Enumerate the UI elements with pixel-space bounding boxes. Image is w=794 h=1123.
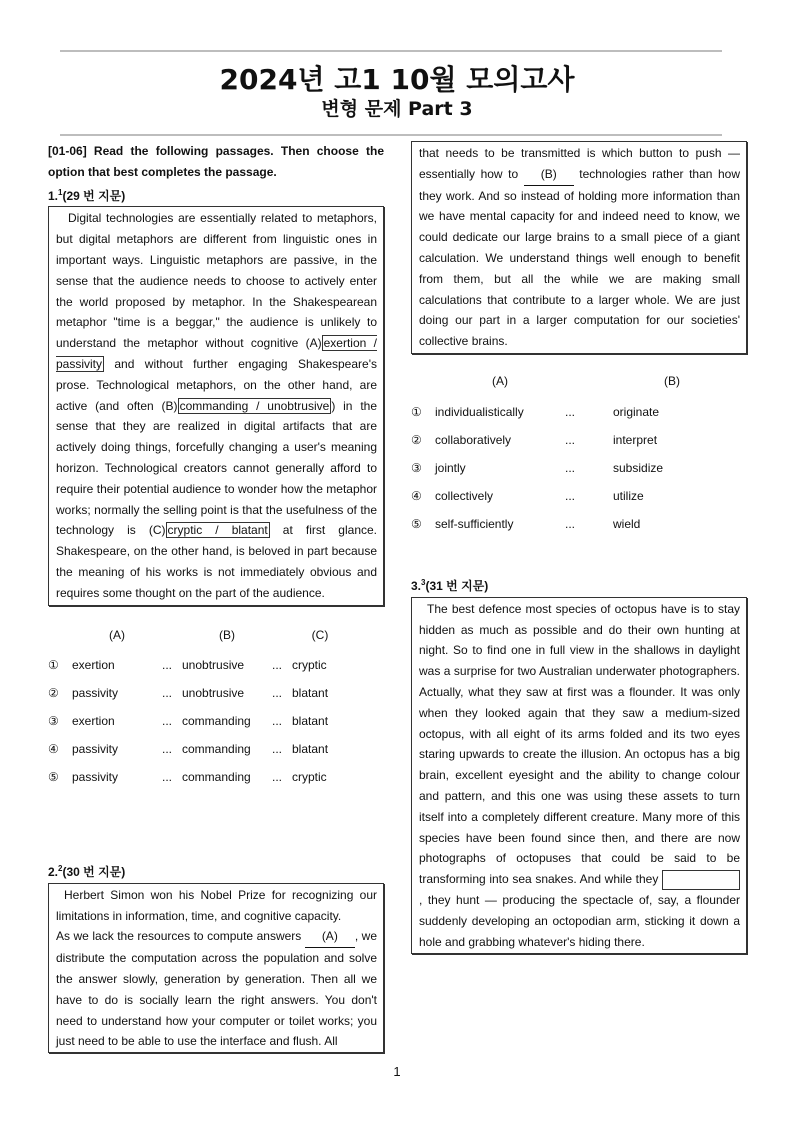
right-column bbox=[411, 141, 747, 538]
option-1[interactable]: ① individualistically ... originate bbox=[411, 404, 660, 419]
option-3[interactable]: ③ exertion ... commanding ... blatant bbox=[48, 714, 329, 729]
blank-b: (B) bbox=[524, 164, 574, 186]
passage-3: The best defence most species of octopus have is to stay hidden as much as possible and do their own hunting at night. So to find one in full view in the shallows in daylight was a surprise for two Australian underwater photographers. Actually, what they saw at first was a flounder. It was only when they looked again that they saw a medium-sized octopus, with all eight of its arms folded and its two eyes staring upwards to create the illusion. An octopus has a big brain, excellent eyesight and the ability to change colour and pattern, and this one was using these assets to turn itself into a completely different creature. Many more of this species have been found since then, and there are now photographs of octopuses that could be said to be transforming into sea snakes. And while they , they hunt — producing the spectacle of, say, a flounder suddenly developing an octopodian arm, sticking it down a hole and grabbing whatever's hiding there. bbox=[411, 597, 747, 955]
question-3-heading: 3.$^3$(31 번 지문) bbox=[411, 578, 489, 593]
column-header: (B) bbox=[219, 628, 235, 643]
question-1-options bbox=[48, 620, 348, 792]
blank-a: (A) bbox=[305, 926, 355, 948]
column-header: (A) bbox=[109, 628, 125, 643]
page-number: 1 bbox=[393, 1064, 401, 1079]
option-4[interactable]: ④ collectively ... utilize bbox=[411, 488, 644, 503]
option-2[interactable]: ② passivity ... unobtrusive ... blatant bbox=[48, 686, 329, 701]
choice-box-a: exertion / passivity bbox=[56, 336, 377, 371]
option-3[interactable]: ③ jointly ... subsidize bbox=[411, 460, 664, 475]
column-header: (A) bbox=[492, 373, 508, 388]
passage-2-part-2: that needs to be transmitted is which button to push — essentially how to (B) technologies rather than how they work. And so instead of holding more information than we have mental capacity for and indeed need to know, we could dedicate our large brains to a small piece of a giant calculation. We understand things well enough to benefit from them, but all the while we are making small calculations that contribute to a larger whole. We are just doing our part in a larger computation for our societies' collective brains. bbox=[411, 141, 747, 354]
question-2 bbox=[48, 859, 384, 1053]
passage-1: Digital technologies are essentially related to metaphors, but digital metaphors are different from linguistic ones in important ways. Linguistic metaphors are passive, in the sense that the audience needs to choose to actively enter the world proposed by metaphor. In the Shakespearean metaphor "time is a beggar," the audience is unlikely to understand the metaphor without cognitive (A) exertion / passivity and without further engaging Shakespeare's prose. Technological metaphors, on the other hand, are active (and often (B) commanding / unobtrusive ) in the sense that they are realized in digital artifacts that are actively doing things, forcefully changing a user's meaning horizon. Technological creators cannot generally afford to require their potential audience to wonder how the metaphor works; normally the selling point is that the usefulness of the technology is (C) cryptic / blatant at first glance. Shakespeare, on the other hand, is beloved in part because the meaning of his works is not immediately obvious and requires some thought on the part of the audience. bbox=[48, 206, 384, 605]
option-2[interactable]: ② collaboratively ... interpret bbox=[411, 432, 658, 447]
page-subtitle: 변형 문제 Part 3 bbox=[321, 98, 473, 120]
column-header: (C) bbox=[311, 628, 329, 643]
question-3 bbox=[411, 573, 747, 954]
top-rule bbox=[60, 50, 722, 52]
option-4[interactable]: ④ passivity ... commanding ... blatant bbox=[48, 742, 329, 757]
option-1[interactable]: ① exertion ... unobtrusive ... cryptic bbox=[48, 658, 327, 673]
column-header: (B) bbox=[664, 373, 680, 388]
passage-2-part-1: Herbert Simon won his Nobel Prize for recognizing our limitations in information, time, and cognitive capacity. As we lack the resources to compute answers (A) , we distribute the computation across the population and solve the answer slowly, generation by generation. Then all we have to do is socially learn the right answers. You don't need to understand how your computer or toilet works; you just need to be able to use the interface and flush. All bbox=[48, 883, 384, 1053]
choice-box-c: cryptic / blatant bbox=[167, 523, 268, 538]
answer-blank bbox=[662, 870, 740, 890]
left-column bbox=[48, 141, 384, 792]
header-rule bbox=[60, 134, 722, 136]
instructions: [01-06] Read the following passages. Then choose the option that best completes the passage. bbox=[48, 144, 384, 179]
question-2-heading: 2.$^2$(30 번 지문) bbox=[48, 864, 126, 879]
option-5[interactable]: ⑤ passivity ... commanding ... cryptic bbox=[48, 770, 327, 785]
option-5[interactable]: ⑤ self-sufficiently ... wield bbox=[411, 516, 641, 531]
question-1-heading: 1.$^1$(29 번 지문) bbox=[48, 187, 126, 203]
choice-box-b: commanding / unobtrusive bbox=[179, 398, 330, 413]
question-2-options bbox=[411, 364, 731, 538]
page-title: 2024년 고1 10월 모의고사 bbox=[219, 63, 575, 96]
